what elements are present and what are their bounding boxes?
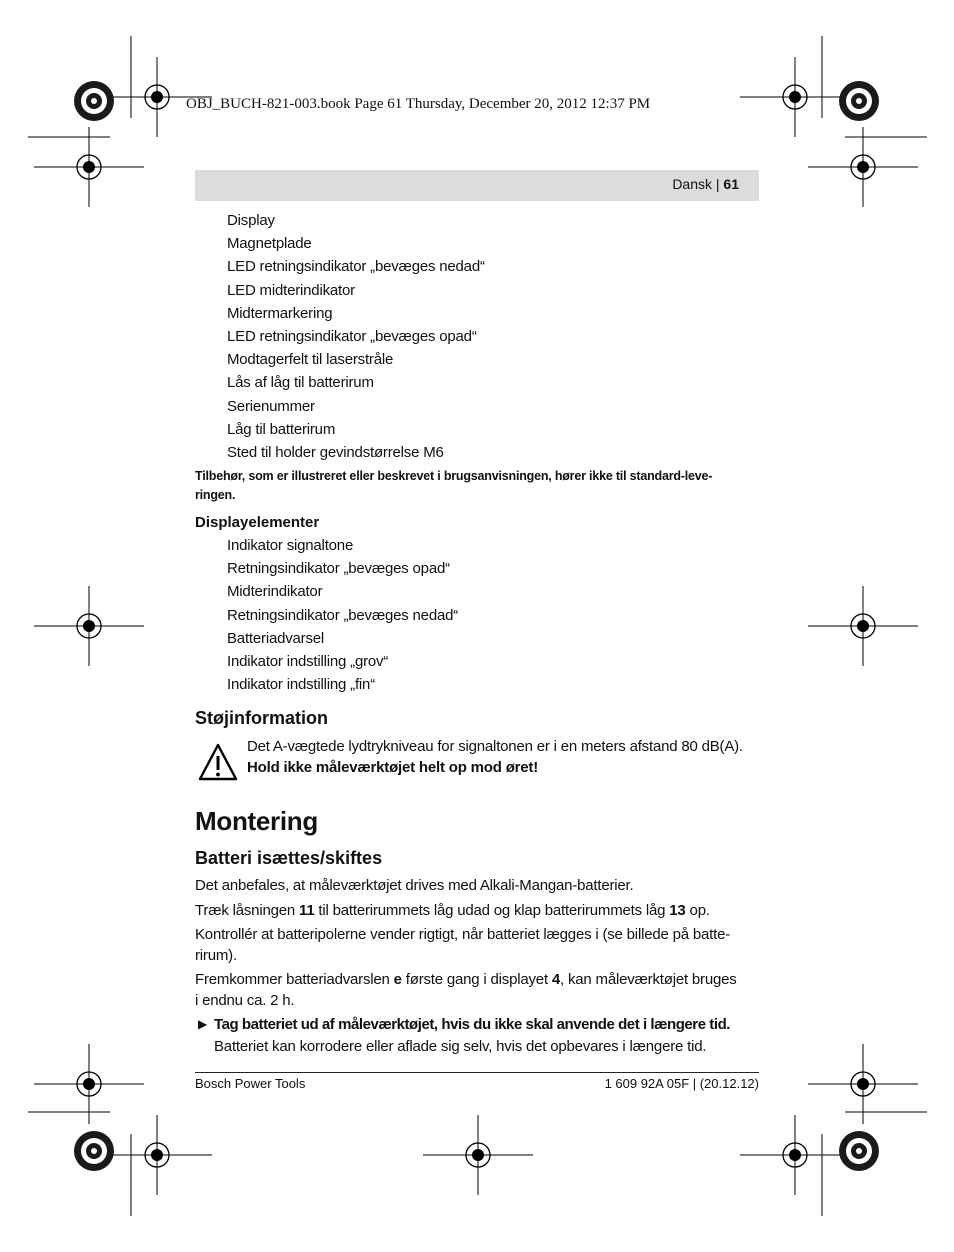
text-span: første gang i displayet bbox=[401, 971, 552, 988]
paragraph-polarity bbox=[195, 924, 765, 966]
item-text: Retningsindikator „bevæges opad“ bbox=[227, 560, 450, 578]
ref-number: 4 bbox=[551, 971, 561, 988]
noise-warning: Hold ikke måleværktøjet helt op mod øret! bbox=[247, 759, 539, 776]
header-separator: | bbox=[715, 176, 720, 192]
ref-number: 11 bbox=[299, 902, 315, 919]
item-text: Midtermarkering bbox=[227, 304, 333, 322]
text-span: til batterirummets låg udad og klap batterirummets låg bbox=[314, 902, 670, 919]
footer-right: 1 609 92A 05F | (20.12.12) bbox=[604, 1076, 759, 1091]
text-span: , kan måleværktøjet bruges bbox=[560, 971, 737, 988]
section-title: Montering bbox=[195, 806, 318, 836]
item-text: Serienummer bbox=[227, 397, 315, 415]
item-text: Indikator indstilling „fin“ bbox=[227, 676, 375, 694]
bullet-instruction: Tag batteriet ud af måleværktøjet, hvis du ikke skal anvende det i længere tid. bbox=[214, 1016, 731, 1033]
header-label bbox=[672, 176, 739, 192]
item-text: Indikator signaltone bbox=[227, 537, 354, 554]
ref-letter: e bbox=[393, 971, 402, 988]
item-text: Sted til holder gevindstørrelse M6 bbox=[227, 444, 444, 461]
item-text: LED retningsindikator „bevæges opad“ bbox=[227, 328, 477, 345]
noise-level-text: Det A-vægtede lydtrykniveau for signaltonen er i en meters afstand 80 dB(A). bbox=[247, 738, 743, 755]
item-text: LED retningsindikator „bevæges nedad“ bbox=[227, 258, 485, 276]
page-header bbox=[195, 170, 759, 201]
item-text: Batteriadvarsel bbox=[227, 629, 325, 647]
subsection-title: Batteri isættes/skiftes bbox=[195, 848, 383, 868]
accessory-note bbox=[195, 467, 765, 505]
footer-divider bbox=[195, 1072, 759, 1073]
text-span: op. bbox=[685, 902, 710, 919]
text-line: i endnu ca. 2 h. bbox=[195, 992, 295, 1009]
text-line: Kontrollér at batteripolerne vender rigtigt, når batteriet lægges i (se billede på batte- bbox=[195, 926, 731, 943]
item-text: Låg til batterirum bbox=[227, 420, 336, 438]
footer-left: Bosch Power Tools bbox=[195, 1076, 306, 1091]
bullet-marker: ▶ bbox=[198, 1017, 208, 1031]
warning-icon bbox=[197, 741, 239, 783]
page-number: 61 bbox=[723, 176, 739, 192]
accessory-note-line2: ringen. bbox=[195, 488, 236, 502]
text-line: rirum). bbox=[195, 947, 237, 964]
item-text: LED midterindikator bbox=[227, 281, 355, 299]
item-text: Retningsindikator „bevæges nedad“ bbox=[227, 606, 459, 624]
text-span: Fremkommer batteriadvarslen bbox=[195, 971, 394, 988]
header-language: Dansk bbox=[672, 176, 712, 192]
item-text: Display bbox=[227, 212, 275, 229]
bullet-explanation: Batteriet kan korrodere eller aflade sig selv, hvis det opbevares i længere tid. bbox=[214, 1038, 707, 1055]
item-text: Magnetplade bbox=[227, 235, 312, 253]
display-heading: Displayelementer bbox=[195, 514, 320, 531]
paragraph-lock bbox=[195, 900, 765, 921]
item-text: Indikator indstilling „grov“ bbox=[227, 653, 389, 670]
paragraph-battery-warning bbox=[195, 969, 765, 1011]
noise-heading: Støjinformation bbox=[195, 708, 328, 728]
print-info: OBJ_BUCH-821-003.book Page 61 Thursday, December 20, 2012 12:37 PM bbox=[186, 96, 651, 112]
item-text: Lås af låg til batterirum bbox=[227, 374, 374, 392]
item-text: Modtagerfelt til laserstråle bbox=[227, 351, 394, 369]
accessory-note-line1: Tilbehør, som er illustreret eller beskrevet i brugsanvisningen, hører ikke til standard-leve- bbox=[195, 469, 713, 483]
text-span: Træk låsningen bbox=[195, 902, 299, 919]
paragraph-batteries: Det anbefales, at måleværktøjet drives med Alkali-Mangan-batterier. bbox=[195, 877, 634, 894]
ref-number: 13 bbox=[669, 902, 686, 919]
item-text: Midterindikator bbox=[227, 583, 323, 601]
